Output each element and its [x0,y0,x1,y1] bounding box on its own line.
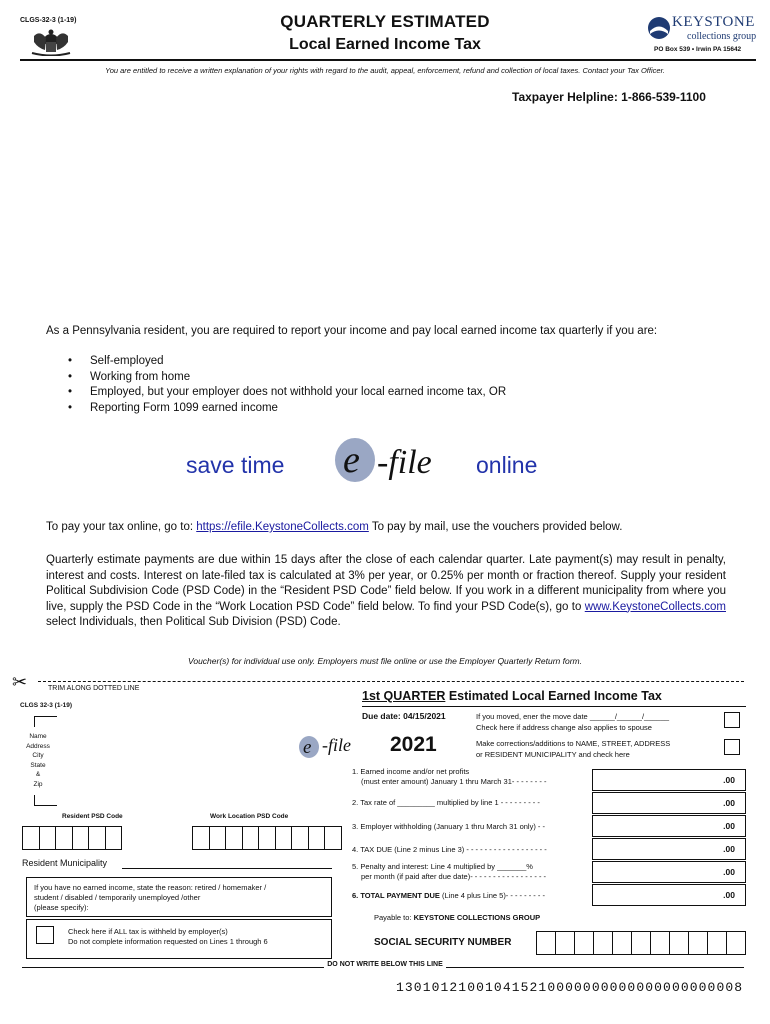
address-change-checkbox[interactable] [724,712,740,728]
eligibility-list [68,355,506,417]
all-tax-withheld-checkbox[interactable] [36,926,54,944]
corrections-line: Make corrections/additions to NAME, STREET, ADDRESS [476,739,671,748]
line-5-subtext: per month (if paid after due date)- - - - - - - - - - - - - - - - - [361,872,547,881]
page-subtitle: Local Earned Income Tax [289,36,481,53]
taxpayer-helpline: Taxpayer Helpline: 1-866-539-1100 [512,90,706,104]
line-4-value: .00 [723,844,735,854]
line-1-subtext: (must enter amount) January 1 thru March 31- - - - - - - - [361,777,547,786]
trim-label: TRIM ALONG DOTTED LINE [48,685,140,692]
resident-psd-input[interactable] [22,826,122,850]
line-6-value: .00 [723,890,735,900]
voucher-form-code: CLGS 32-3 (1-19) [20,702,73,709]
intro-text: As a Pennsylvania resident, you are required to report your income and pay local earned income tax quarterly if you are: [46,325,658,337]
withheld-line: Check here if ALL tax is withheld by employer(s) [68,927,228,936]
address-label: State [30,761,46,769]
trim-line [38,681,744,682]
address-label: City [32,752,44,759]
line-5-text: 5. Penalty and interest: Line 4 multiplied by _______% [352,862,533,871]
pay-online-text [46,521,622,533]
reason-line: If you have no earned income, state the reason: retired / homemaker / [34,883,267,892]
efile-logo-text: -file [322,735,351,755]
form-code: CLGS-32-3 (1-19) [20,17,77,24]
logo-name: KEYSTONE [672,14,755,30]
line-3-value: .00 [723,821,735,831]
ssn-input[interactable] [536,931,746,955]
address-bracket-top [34,716,57,727]
pay-suffix: To pay by mail, use the vouchers provided below. [368,521,623,533]
move-date-text [476,711,669,733]
scissors-icon: ✂ [12,672,28,692]
withheld-text [68,927,268,947]
payable-to [374,913,540,922]
resident-psd-label: Resident PSD Code [62,813,123,820]
line-1-value: .00 [723,775,735,785]
efile-e-logo-icon [298,733,320,759]
resident-municipality-input[interactable] [122,868,332,869]
list-item: • Working from home [68,371,506,387]
line-5-value: .00 [723,867,735,877]
voucher-title-rest: Estimated Local Earned Income Tax [445,689,662,703]
header-divider [20,59,756,61]
resident-municipality-label: Resident Municipality [22,858,108,868]
efile-logo-text: -file [377,444,432,481]
line-2-amount[interactable] [592,792,746,814]
line-6-amount[interactable] [592,884,746,906]
line-5-label [352,862,546,882]
line-6-subtext: (Line 4 plus Line 5)- - - - - - - - - [439,891,545,900]
voucher-note: Voucher(s) for individual use only. Employers must file online or use the Employer Quarterly Return form. [188,656,582,666]
logo-sub: collections group [687,31,757,42]
line-4-label: 4. TAX DUE (Line 2 minus Line 3) - - - - - - - - - - - - - - - - - - [352,845,547,854]
list-item: • Self-employed [68,355,506,371]
list-item: • Employed, but your employer does not withhold your local earned income tax, OR [68,386,506,402]
pay-prefix: To pay your tax online, go to: [46,521,197,533]
quarterly-instructions [46,553,726,631]
quarter-label: 1st QUARTER [362,689,446,703]
ssn-label: SOCIAL SECURITY NUMBER [374,937,512,948]
po-box: PO Box 539 • Irwin PA 15642 [654,46,742,53]
corrections-text [476,738,670,760]
address-label: & [35,771,41,778]
line-4-amount[interactable] [592,838,746,860]
page-title: QUARTERLY ESTIMATED [280,12,490,31]
do-not-write-label [0,961,770,968]
line-1-text: 1. Earned income and/or net profits [352,767,470,776]
line-1-amount[interactable] [592,769,746,791]
efile-link[interactable]: https://efile.KeystoneCollects.com [196,521,369,533]
line-6-text: 6. TOTAL PAYMENT DUE [352,891,440,900]
reason-line: student / disabled / temporarily unemployed /other [34,893,201,902]
corrections-line: or RESIDENT MUNICIPALITY and check here [476,750,630,759]
work-psd-input[interactable] [192,826,342,850]
svg-text:e: e [343,439,360,481]
keystone-logo-icon [647,16,671,40]
reason-line: (please specify): [34,903,89,912]
address-bracket-bottom [34,795,57,806]
corrections-checkbox[interactable] [724,739,740,755]
do-not-write-text: DO NOT WRITE BELOW THIS LINE [324,961,446,968]
address-label: Name [29,733,47,740]
move-date-line: If you moved, ener the move date ______/______/______ [476,712,670,721]
keystone-link[interactable]: www.KeystoneCollects.com [584,600,726,613]
address-label: Zip [33,780,43,788]
rights-notice: You are entitled to receive a written explanation of your rights with regard to the audit, appeal, enforcement, refund and collection of local taxes. Contact your Tax Officer. [105,66,665,75]
quarterly-text: Quarterly estimate payments are due within 15 days after the close of each calendar quarter. Late payment(s) may result in penalty, interest and costs. Interest on late-filed tax is calculated at 3% per year, or 0.25% per month or fraction thereof. Supply your resident Political Subdivision Code (PSD Code) in the “Resident PSD Code” field below. If you work in a different municipality from where you live, supply the PSD Code in the “Work Location PSD Code” field below. To find your PSD Code(s), go to [46,554,726,613]
address-label: Address [26,742,50,750]
line-2-label: 2. Tax rate of _________ multiplied by line 1 - - - - - - - - - [352,798,540,807]
no-income-reason-text [34,883,266,913]
efile-banner-right: online [476,452,538,478]
address-labels [20,732,56,789]
line-1-label [352,767,546,787]
due-date: Due date: 04/15/2021 [362,711,446,721]
line-5-amount[interactable] [592,861,746,883]
line-6-label [352,891,545,901]
list-item: • Reporting Form 1099 earned income [68,402,506,418]
line-3-label: 3. Employer withholding (January 1 thru March 31 only) - - [352,822,546,831]
quarterly-text-end: select Individuals, then Political Sub Division (PSD) Code. [46,616,341,628]
withheld-line: Do not complete information requested on Lines 1 through 6 [68,937,268,946]
payable-name: KEYSTONE COLLECTIONS GROUP [413,913,541,922]
line-3-amount[interactable] [592,815,746,837]
voucher-title [362,689,662,703]
efile-e-logo-icon [333,432,377,484]
tax-year: 2021 [390,733,437,756]
line-2-value: .00 [723,798,735,808]
title-divider [362,706,746,707]
efile-banner-left: save time [186,452,285,478]
ocr-scanline: 130101210010415210000000000000000000008 [396,980,744,995]
svg-text:e: e [303,737,312,758]
spouse-line: Check here if address change also applies to spouse [476,723,652,732]
payable-prefix: Payable to: [374,913,414,922]
work-psd-label: Work Location PSD Code [210,813,289,820]
